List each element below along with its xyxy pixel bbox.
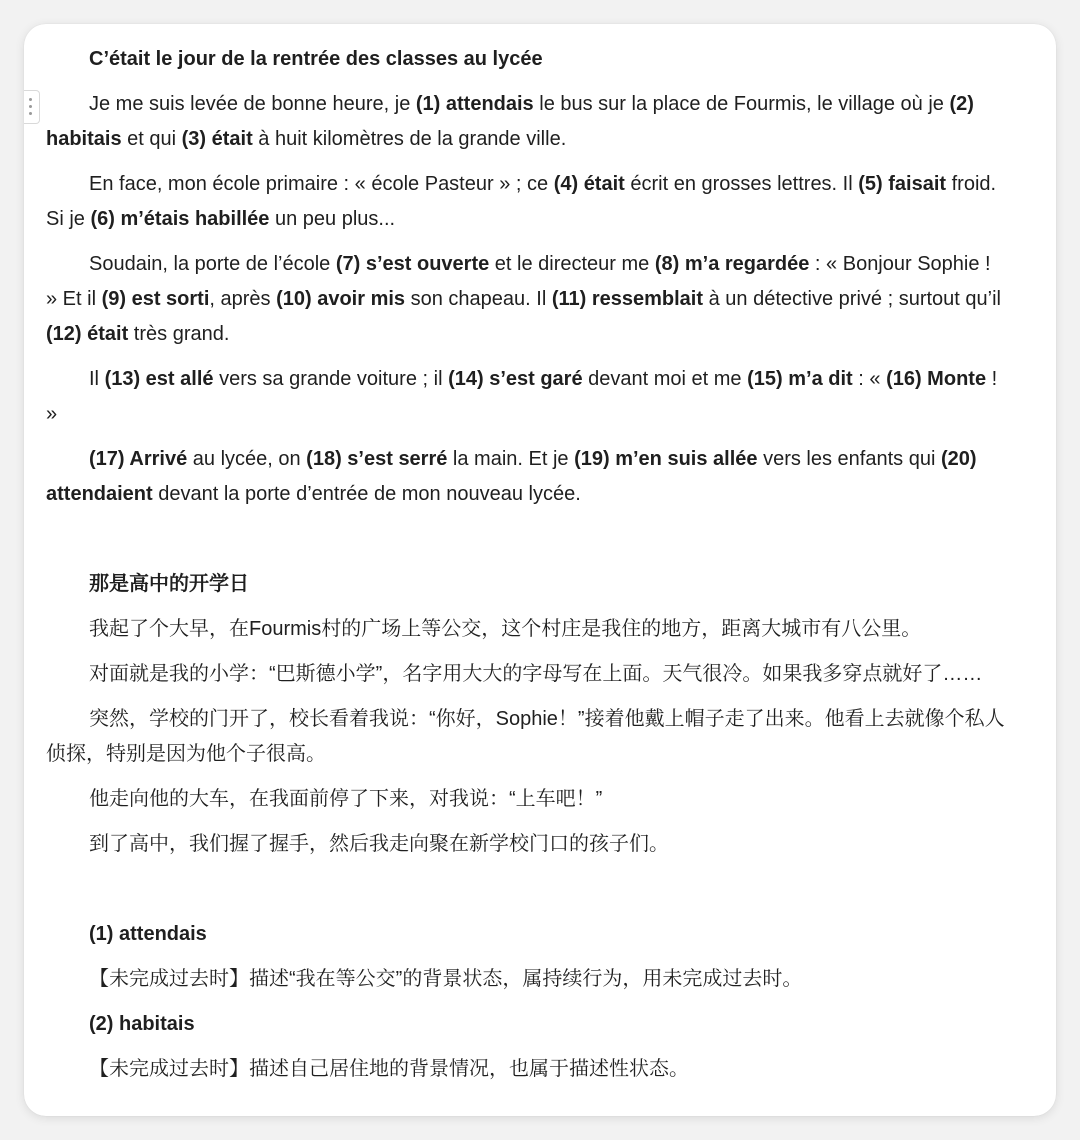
document-card [24,24,1056,1116]
text-run: Il [89,368,105,390]
verb-highlight: (16) Monte [886,368,987,390]
verb-highlight: (7) s’est ouverte [335,253,490,275]
text-run: à huit kilomètres de la grande ville. [252,128,567,150]
text-run: très grand. [128,323,230,345]
text-run: ! » [46,368,998,425]
verb-highlight: (2) habitais [46,93,974,150]
verb-highlight: (1) attendais [415,93,534,115]
text-run: En face, mon école primaire : « école Pasteur » ; ce [89,173,554,195]
text-run: et qui [121,128,182,150]
chinese-paragraph-2: 对面就是我的小学：“巴斯德小学”，名字用大大的字母写在上面。天气很冷。如果我多穿点就好了…… [89,663,983,685]
text-run: Soudain, la porte de l’école [89,253,336,275]
chinese-paragraph-3: 突然，学校的门开了，校长看着我说：“你好，Sophie！”接着他戴上帽子走了出来。他看上去就像个私人侦探，特别是因为他个子很高。 [46,708,1005,765]
verb-highlight: (8) m’a regardée [654,253,810,275]
section-gap [46,522,1006,567]
verb-highlight: (20) attendaient [46,448,977,505]
note-2-text: 【未完成过去时】描述自己居住地的背景情况，也属于描述性状态。 [89,1058,689,1080]
verb-highlight: (9) est sorti [101,288,210,310]
verb-highlight: (19) m’en suis allée [574,448,758,470]
text-run: : « Bonjour Sophie ! » Et il [46,253,991,310]
text-run: le bus sur la place de Fourmis, le village où je [533,93,950,115]
text-run: son chapeau. Il [405,288,552,310]
note-1-text: 【未完成过去时】描述“我在等公交”的背景状态，属持续行为，用未完成过去时。 [89,968,803,990]
verb-highlight: (3) était [181,128,253,150]
text-run: vers les enfants qui [757,448,941,470]
text-run: un peu plus... [269,208,396,230]
verb-highlight: (18) s’est serré [306,448,448,470]
verb-highlight: (11) ressemblait [551,288,704,310]
text-run: : « [852,368,887,390]
french-paragraph-1 [46,87,1006,157]
section-gap [46,872,1006,917]
note-1-title: (1) attendais [89,923,207,945]
chinese-paragraph-4: 他走向他的大车，在我面前停了下来，对我说：“上车吧！” [89,788,603,810]
text-run: froid. Si je [46,173,997,230]
french-paragraph-3 [46,247,1006,352]
verb-highlight: (15) m’a dit [747,368,853,390]
text-run: Je me suis levée de bonne heure, je [89,93,416,115]
verb-highlight: (4) était [553,173,625,195]
text-run: écrit en grosses lettres. Il [624,173,859,195]
french-paragraph-4 [46,362,1006,432]
verb-highlight: (6) m’étais habillée [90,208,270,230]
verb-highlight: (10) avoir mis [276,288,406,310]
text-run: au lycée, on [187,448,307,470]
text-run: vers sa grande voiture ; il [213,368,449,390]
french-paragraph-5 [46,442,1006,512]
text-run: à un détective privé ; surtout qu’il [703,288,1001,310]
document-body [46,42,1006,1097]
text-run: et le directeur me [489,253,655,275]
french-paragraph-2 [46,167,1006,237]
verb-highlight: (12) était [46,323,129,345]
verb-highlight: (5) faisait [858,173,947,195]
note-2-title: (2) habitais [89,1013,195,1035]
chinese-title: 那是高中的开学日 [89,573,249,595]
text-run: devant la porte d’entrée de mon nouveau lycée. [152,483,581,505]
text-run: , après [209,288,277,310]
french-title: C’était le jour de la rentrée des classes au lycée [89,48,543,70]
verb-highlight: (13) est allé [104,368,214,390]
verb-highlight: (17) Arrivé [89,448,188,470]
drag-handle-icon[interactable] [24,90,40,124]
verb-highlight: (14) s’est garé [448,368,583,390]
chinese-paragraph-1: 我起了个大早，在Fourmis村的广场上等公交，这个村庄是我住的地方，距离大城市有八公里。 [89,618,922,640]
text-run: la main. Et je [447,448,575,470]
chinese-paragraph-5: 到了高中，我们握了握手，然后我走向聚在新学校门口的孩子们。 [89,833,669,855]
text-run: devant moi et me [582,368,748,390]
